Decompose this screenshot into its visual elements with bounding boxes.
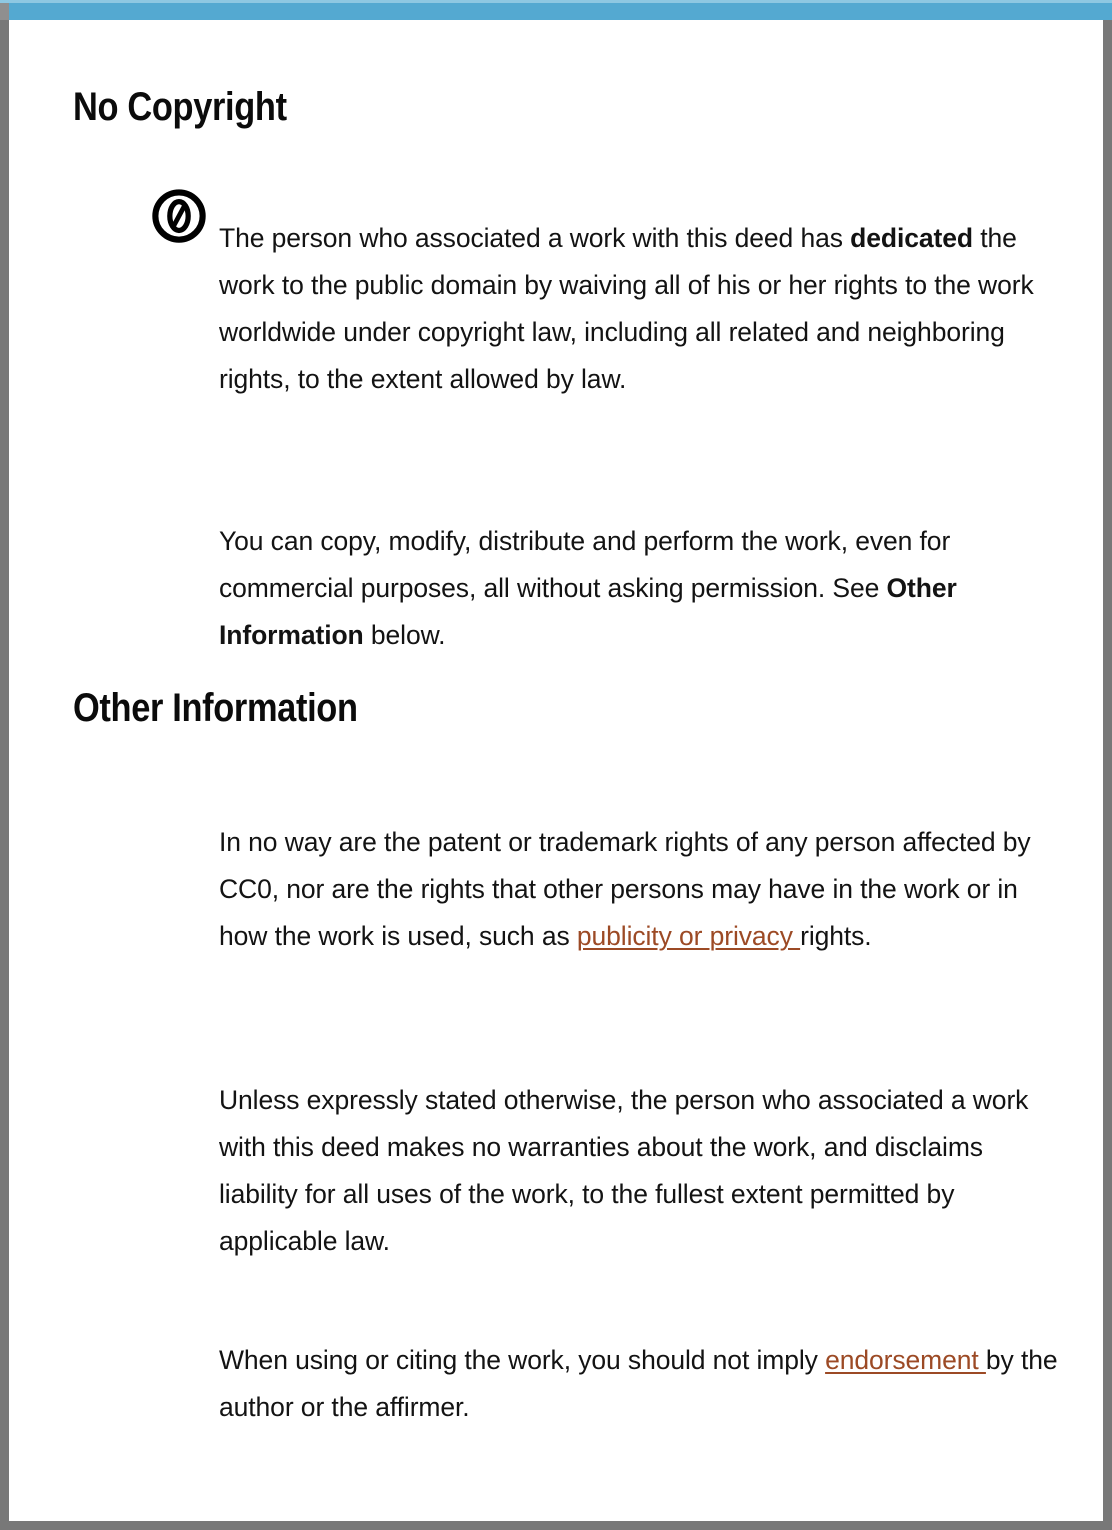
paragraph-permissions-emphasis: Other Information: [219, 572, 957, 650]
endorsement-link[interactable]: endorsement: [825, 1344, 986, 1375]
paragraph-endorsement: [219, 1337, 1059, 1431]
cc-zero-icon: [151, 188, 207, 244]
paragraph-endorsement-text-2: by the author or the affirmer.: [219, 1344, 1058, 1422]
paragraph-permissions: [219, 518, 1059, 659]
paragraph-permissions-text-2: below.: [363, 619, 446, 650]
accent-bar-shadow: [0, 3, 9, 20]
paragraph-patent-text-2: rights.: [800, 920, 872, 951]
paragraph-patent-trademark: [219, 819, 1059, 960]
page-title-no-copyright: No Copyright: [73, 85, 287, 129]
paragraph-permissions-text-1: You can copy, modify, distribute and perform the work, even for commercial purposes, all without asking permission. See: [219, 525, 951, 603]
deed-page: [9, 20, 1103, 1521]
paragraph-dedication-text-2: the work to the public domain by waiving all of his or her rights to the work worldwide under copyright law, including all related and neighboring rights, to the extent allowed by law.: [219, 222, 1034, 394]
paragraph-dedication: [219, 215, 1059, 403]
paragraph-warranties: [219, 1077, 1059, 1265]
paragraph-dedication-text-1: The person who associated a work with this deed has: [219, 222, 851, 253]
paragraph-dedication-emphasis: dedicated: [850, 222, 973, 253]
paragraph-endorsement-text-1: When using or citing the work, you should not imply: [219, 1344, 826, 1375]
paragraph-warranties-text: Unless expressly stated otherwise, the person who associated a work with this deed makes no warranties about the work, and disclaims liability for all uses of the work, to the fullest extent permitted by applicable law.: [219, 1084, 1029, 1256]
publicity-or-privacy-link[interactable]: publicity or privacy: [576, 920, 801, 951]
paragraph-patent-text-1: In no way are the patent or trademark rights of any person affected by CC0, nor are the rights that other persons may have in the work or in how the work is used, such as: [219, 826, 1031, 951]
top-accent-bar: [0, 0, 1112, 20]
page-title-other-information: Other Information: [73, 686, 358, 730]
